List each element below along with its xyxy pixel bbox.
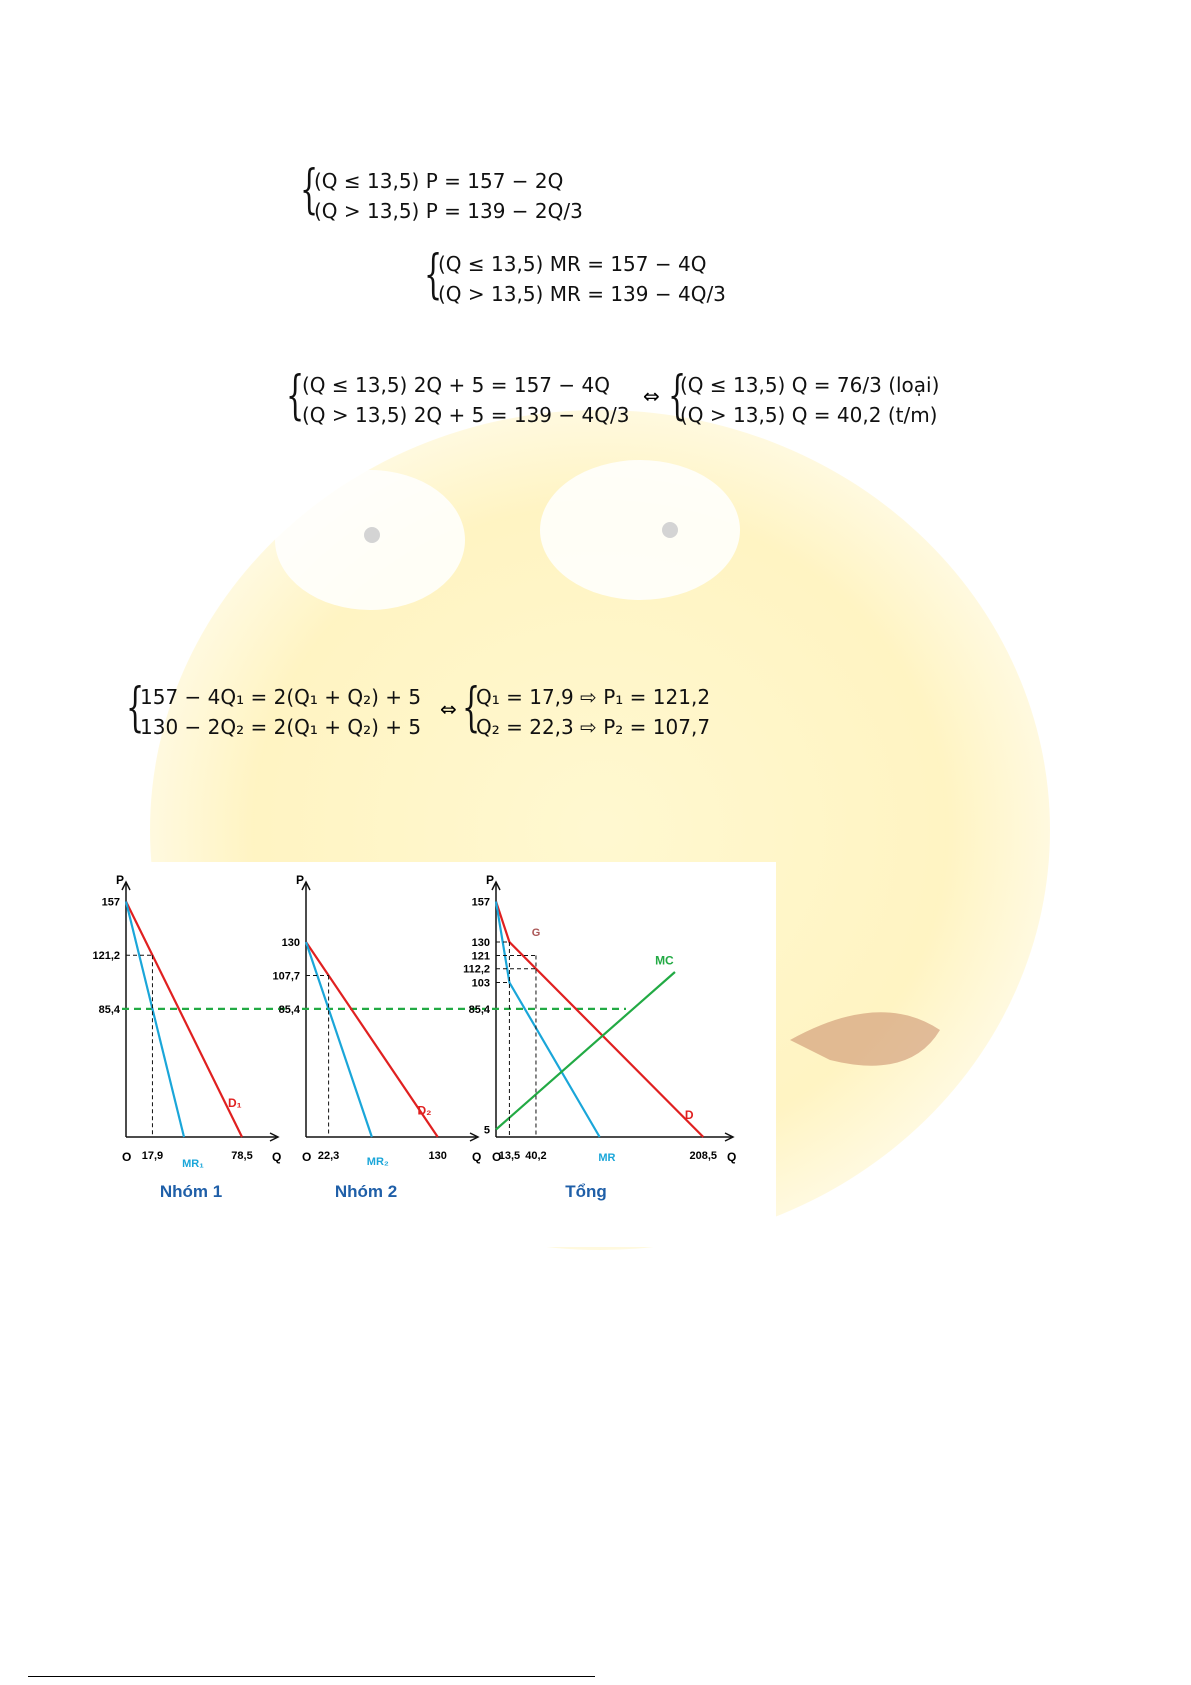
brace: { [300,160,319,220]
series-line-MR [496,902,600,1138]
y-axis-label: P [486,873,495,887]
equation-line: (Q > 13,5) 2Q + 5 = 139 − 4Q/3 [302,403,630,427]
x-tick-label: 130 [428,1150,447,1162]
series-label: MR₁ [182,1158,204,1170]
y-tick-label: 85,4 [468,1003,490,1016]
chart-caption: Tổng [565,1182,607,1201]
y-tick-label: 112,2 [463,963,490,976]
y-axis-label: P [116,873,125,887]
y-tick-label: 157 [101,896,120,909]
equation-line: (Q > 13,5) MR = 139 − 4Q/3 [438,282,726,306]
x-axis-label: Q [727,1150,737,1164]
origin-label: O [492,1150,502,1164]
equation-line: (Q ≤ 13,5) MR = 157 − 4Q [438,252,707,276]
x-tick-label: 13,5 [498,1150,521,1162]
chart-caption: Nhóm 1 [159,1182,223,1201]
y-tick-label: 130 [281,937,300,949]
equation-line: (Q > 13,5) Q = 40,2 (t/m) [680,403,938,427]
y-tick-label: 130 [471,937,490,949]
equation-line: Q₁ = 17,9 ⇨ P₁ = 121,2 [476,685,711,709]
brace: { [668,366,687,426]
series-label: D [684,1108,694,1122]
point-label-g: G [531,927,541,939]
y-tick-label: 85,4 [98,1003,120,1016]
x-tick-label: 208,5 [689,1150,718,1162]
series-label: MR₂ [366,1156,389,1168]
series-line-MR₁ [126,902,184,1138]
chart-caption: Nhóm 2 [334,1182,398,1201]
equation-line: (Q ≤ 13,5) P = 157 − 2Q [314,169,564,193]
series-label: MC [655,953,674,968]
brace: { [424,245,443,305]
equation-line: (Q ≤ 13,5) 2Q + 5 = 157 − 4Q [302,373,610,397]
series-label: MR [598,1152,616,1164]
x-axis-label: Q [472,1150,482,1164]
equation-line: (Q > 13,5) P = 139 − 2Q/3 [314,199,583,223]
series-line-MR₂ [306,942,372,1137]
x-tick-label: 22,3 [317,1150,340,1162]
brace: { [126,678,145,738]
x-axis-label: Q [272,1150,282,1164]
equivalence-symbol: ⇔ [440,697,457,721]
y-tick-label: 103 [471,977,490,990]
charts-svg [86,862,776,1247]
origin-label: O [122,1150,132,1164]
y-tick-label: 5 [483,1124,490,1137]
x-tick-label: 78,5 [231,1150,253,1162]
y-tick-label: 121,2 [92,950,120,963]
x-tick-label: 17,9 [141,1150,164,1162]
x-tick-label: 40,2 [525,1150,547,1162]
equation-line: 130 − 2Q₂ = 2(Q₁ + Q₂) + 5 [140,715,422,739]
series-line-D₁ [126,902,242,1138]
y-tick-label: 121 [471,950,490,963]
series-line-MC [496,972,675,1130]
series-label: D₁ [227,1096,242,1110]
origin-label: O [302,1150,312,1164]
brace: { [286,366,305,426]
equivalence-symbol: ⇔ [643,384,660,408]
y-axis-label: P [296,873,305,887]
equation-line: 157 − 4Q₁ = 2(Q₁ + Q₂) + 5 [140,685,422,709]
y-tick-label: 157 [471,896,490,909]
brace: { [462,678,481,738]
y-tick-label: 107,7 [272,970,300,983]
series-label: D₂ [417,1103,432,1118]
price-discrimination-figure [86,862,776,1247]
equation-line: (Q ≤ 13,5) Q = 76/3 (loại) [680,373,940,397]
equation-line: Q₂ = 22,3 ⇨ P₂ = 107,7 [476,715,711,739]
y-tick-label: 85,4 [278,1003,300,1016]
footnote-rule [28,1676,595,1677]
